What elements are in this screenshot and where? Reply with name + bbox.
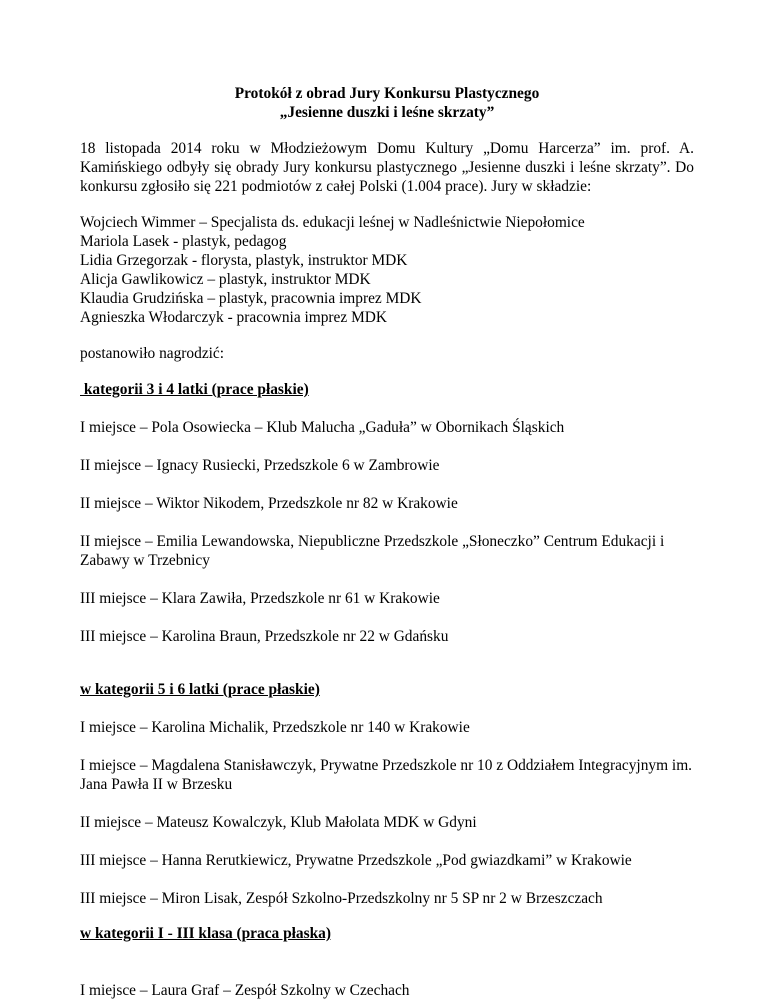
award-entry: I miejsce – Magdalena Stanisławczyk, Prywatne Przedszkole nr 10 z Oddziałem Integracyjnym im. Jana Pawła II w Brzesku — [80, 757, 693, 793]
award-entry: II miejsce – Mateusz Kowalczyk, Klub Małolata MDK w Gdyni — [80, 814, 477, 831]
award-entry: II miejsce – Emilia Lewandowska, Niepubliczne Przedszkole „Słoneczko” Centrum Edukacji i Zabawy w Trzebnicy — [80, 533, 665, 569]
jury-member: Mariola Lasek - plastyk, pedagog — [80, 233, 287, 250]
document-title-line-2: „Jesienne duszki i leśne skrzaty” — [279, 104, 495, 121]
jury-member: Klaudia Grudzińska – plastyk, pracownia imprez MDK — [80, 290, 422, 307]
award-entry: III miejsce – Karolina Braun, Przedszkole nr 22 w Gdańsku — [80, 628, 449, 645]
document-page — [80, 84, 694, 1000]
jury-member: Agnieszka Włodarczyk - pracownia imprez MDK — [80, 309, 387, 326]
award-entry: III miejsce – Miron Lisak, Zespół Szkolno-Przedszkolny nr 5 SP nr 2 w Brzeszczach — [80, 890, 603, 907]
jury-member: Wojciech Wimmer – Specjalista ds. edukacji leśnej w Nadleśnictwie Niepołomice — [80, 214, 585, 231]
decided-text: postanowiło nagrodzić: — [80, 345, 225, 362]
award-entry: I miejsce – Laura Graf – Zespół Szkolny w Czechach — [80, 982, 410, 999]
intro-paragraph: 18 listopada 2014 roku w Młodzieżowym Domu Kultury „Domu Harcerza” im. prof. A. Kamińskiego odbyły się obrady Jury konkursu plastycznego „Jesienne duszki i leśne skrzaty”. Do konkursu zgłosiło się 221 podmiotów z całej Polski (1.004 prace). Jury w składzie: — [80, 140, 694, 195]
award-entry: III miejsce – Hanna Rerutkiewicz, Prywatne Przedszkole „Pod gwiazdkami” w Krakowie — [80, 852, 632, 869]
category-heading-i-iii: w kategorii I - III klasa (praca płaska) — [80, 925, 331, 942]
award-entry: II miejsce – Wiktor Nikodem, Przedszkole nr 82 w Krakowie — [80, 495, 458, 512]
category-heading-3-4: kategorii 3 i 4 latki (prace płaskie) — [80, 381, 309, 398]
award-entry: I miejsce – Karolina Michalik, Przedszkole nr 140 w Krakowie — [80, 719, 470, 736]
award-entry: I miejsce – Pola Osowiecka – Klub Malucha „Gaduła” w Obornikach Śląskich — [80, 419, 565, 436]
jury-member: Lidia Grzegorzak - florysta, plastyk, instruktor MDK — [80, 252, 408, 269]
document-title-line-1: Protokół z obrad Jury Konkursu Plastycznego — [234, 85, 540, 102]
jury-list — [80, 213, 694, 327]
category-heading-5-6: w kategorii 5 i 6 latki (prace płaskie) — [80, 681, 320, 698]
award-entry: II miejsce – Ignacy Rusiecki, Przedszkole 6 w Zambrowie — [80, 457, 440, 474]
jury-member: Alicja Gawlikowicz – plastyk, instruktor MDK — [80, 271, 371, 288]
award-entry: III miejsce – Klara Zawiła, Przedszkole nr 61 w Krakowie — [80, 590, 440, 607]
